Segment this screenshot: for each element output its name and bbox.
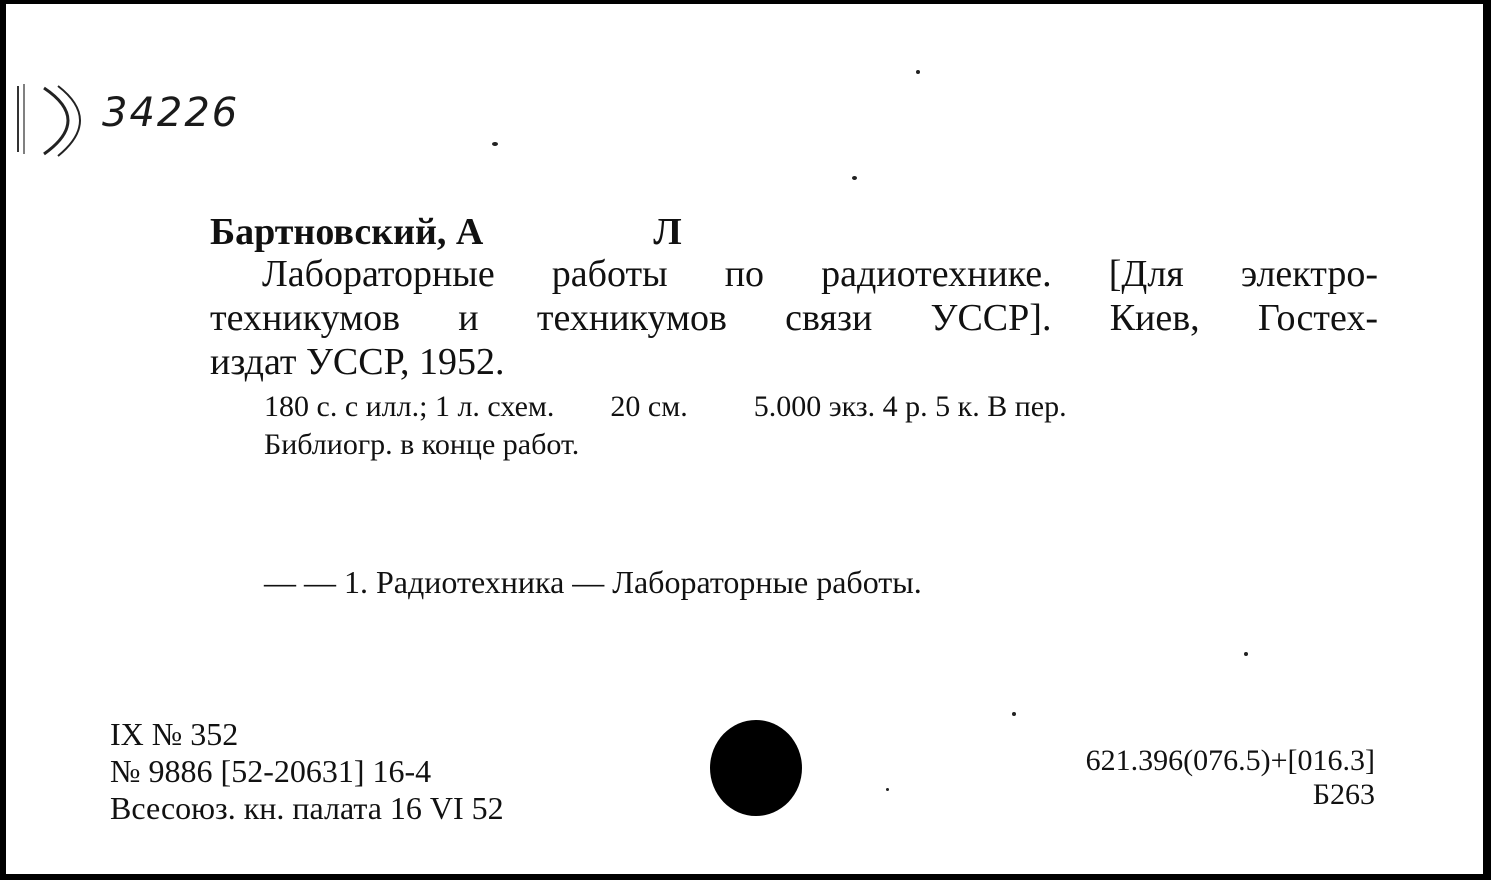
registration-line-2: № 9886 [52-20631] 16-4: [110, 753, 432, 789]
collation-block: [264, 388, 1067, 464]
registration-line-1: IX № 352: [110, 716, 239, 752]
speck: [886, 788, 889, 791]
handwritten-accession-number: 34226: [102, 90, 240, 136]
title-line-3: издат УССР, 1952.: [210, 341, 505, 383]
registration-line-3: Всесоюз. кн. палата 16 VI 52: [110, 790, 504, 826]
speck: [492, 142, 498, 146]
title-line-2: техникумов и техникумов связи УССР]. Киев, Гостех-: [210, 297, 1378, 339]
binding-hole-mark: [14, 80, 98, 160]
collation-size: 20 см.: [610, 390, 688, 423]
author-second-initial: Л: [653, 211, 682, 253]
speck: [1244, 652, 1248, 656]
author-surname: Бартновский, А: [210, 211, 484, 253]
collation-print-run: 5.000 экз. 4 р. 5 к. В пер.: [753, 390, 1067, 423]
classification-index: 621.396(076.5)+[016.3]: [1085, 744, 1375, 777]
registration-block: [110, 716, 504, 827]
collation-pages: 180 с. с илл.; 1 л. схем.: [264, 390, 555, 423]
title-line-1: Лабораторные работы по радиотехнике. [Для электро-: [262, 253, 1378, 295]
speck: [916, 70, 920, 74]
author-mark: Б263: [1312, 778, 1375, 811]
collation-note: Библиогр. в конце работ.: [264, 428, 580, 461]
collation-line-1: [264, 388, 1067, 426]
punch-hole: [710, 720, 802, 816]
author-heading: [210, 210, 682, 254]
speck: [852, 176, 857, 180]
speck: [1012, 712, 1016, 716]
title-description: [210, 252, 1378, 384]
subject-heading: — — 1. Радиотехника — Лабораторные работы.: [264, 564, 922, 600]
classification-block: [1086, 744, 1375, 812]
